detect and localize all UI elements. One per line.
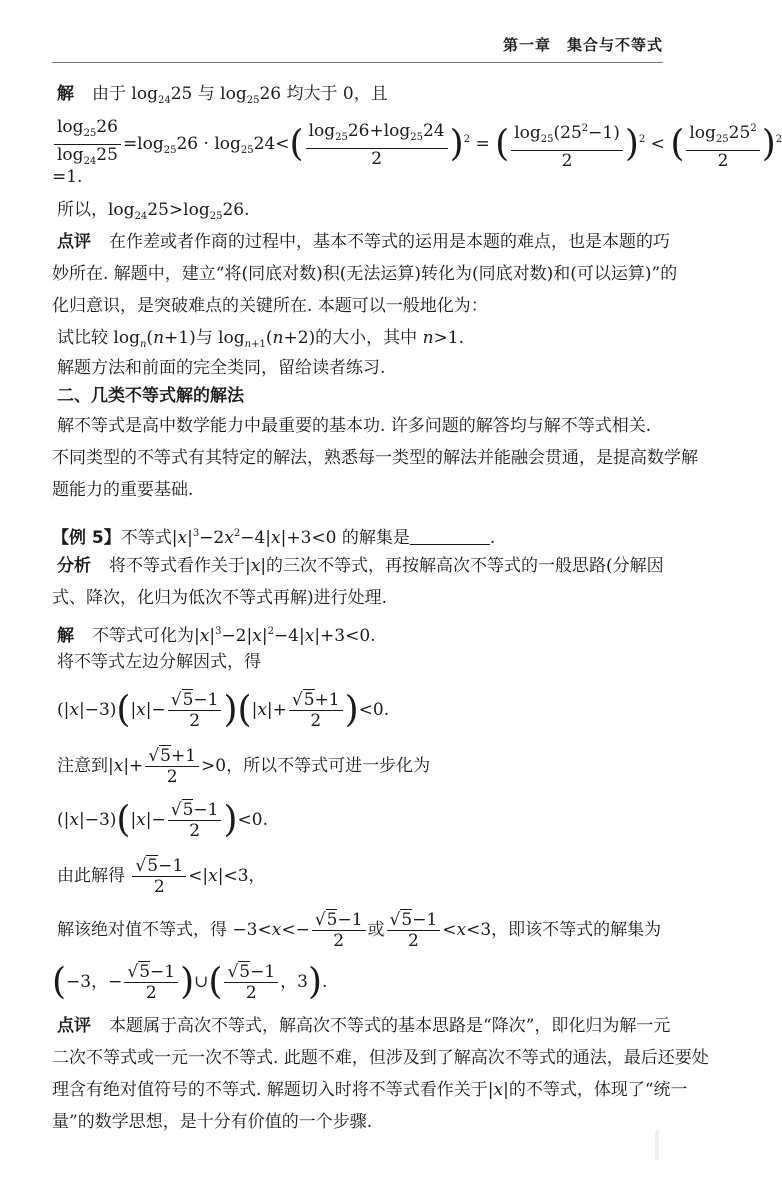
solution-2-eq-6: (−3，− $\frac{√5-1}{2}$ )∪( $\frac{√5-1}{2}$ ，3). xyxy=(52,961,328,1003)
solution-label: 解 xyxy=(57,84,74,104)
solution-1-conclusion: 所以，$\log_{24}25>\log_{25}26$. xyxy=(57,200,250,222)
comment-1-text: 在作差或者作商的过程中，基本不等式的运用是本题的难点，也是本题的巧 xyxy=(109,232,670,252)
comment-1-line-4: 试比较 $\log_n(n+1)$与 $\log_{n+1}(n+2)$的大小，其中 n>1. xyxy=(57,328,464,350)
solution-2-eq-5: 解该绝对值不等式，得 −3<x<− $\frac{√5-1}{2}$ 或 $\frac{√5-1}{2}$ <x<3，即该不等式的解集为 xyxy=(57,910,662,951)
solution-2-eq-2: 注意到|x|+ $\frac{√5+1}{2}$ >0，所以不等式可进一步化为 xyxy=(57,746,431,787)
example-5-text: 不等式$|x|^3-2x^2-4|x|+3<0$ 的解集是 xyxy=(120,528,410,548)
section-line-3: 题能力的重要基础. xyxy=(52,480,194,500)
comment-label: 点评 xyxy=(57,1016,91,1036)
comment-2-line-4: 量”的数学思想，是十分有价值的一个步骤. xyxy=(52,1112,373,1132)
analysis-line-1 xyxy=(57,554,664,578)
comment-1-line-1 xyxy=(57,230,670,254)
comment-2-line-2: 二次不等式或一元一次不等式. 此题不难，但涉及到了解高次不等式的通法，最后还要处 xyxy=(52,1048,709,1068)
solution-1-equation-end: =1. xyxy=(52,167,83,187)
analysis-label: 分析 xyxy=(57,556,91,576)
example-5: 【例 5】不等式$|x|^3-2x^2-4|x|+3<0$ 的解集是 . xyxy=(52,528,496,548)
comment-1-line-3: 化归意识，是突破难点的关键所在. 本题可以一般地化为： xyxy=(52,296,488,316)
solution-2-eq-1: (|x|−3)(|x|− $\frac{√5-1}{2}$ )(|x|+ $\frac{√5+1}{2}$ )<0. xyxy=(57,689,390,731)
analysis-line-2: 式、降次，化归为低次不等式再解)进行处理. xyxy=(52,588,388,608)
solution-2-eq-4: 由此解得 $\frac{√5-1}{2}$ <|x|<3， xyxy=(57,856,266,897)
comment-2-line-3: 理含有绝对值符号的不等式. 解题切入时将不等式看作关于|x|的不等式，体现了“统一 xyxy=(52,1080,688,1100)
chapter-header: 第一章 集合与不等式 xyxy=(502,36,663,54)
comment-label: 点评 xyxy=(57,232,91,252)
solution-1-intro xyxy=(57,82,388,113)
solution-2-line-1 xyxy=(57,620,376,648)
solution-2-line-2: 将不等式左边分解因式，得 xyxy=(57,652,261,672)
solution-label: 解 xyxy=(57,626,74,646)
section-title: 二、几类不等式解的解法 xyxy=(57,386,244,406)
solution-1-equation: $\frac{\log_{25}26}{\log_{24}25}$ $=\log_{25}26 \cdot \log_{25}24<$( $\frac{\log_{25}26+\log_{25}24}{2}$ )$^2$ = ( $\frac{\log_{25}(25^2-1)}{2}$ )$^2$ < ( $\frac{\log_{25}25^2}{2}$ )$^2$ xyxy=(52,117,782,172)
comment-2-text: 本题属于高次不等式，解高次不等式的基本思路是“降次”，即化归为解一元 xyxy=(109,1016,671,1036)
answer-blank xyxy=(410,528,490,545)
comment-1-line-5: 解题方法和前面的完全类同，留给读者练习. xyxy=(57,358,386,378)
scrollbar-thumb[interactable] xyxy=(655,1130,659,1160)
analysis-text: 将不等式看作关于|x|的三次不等式，再按解高次不等式的一般思路(分解因 xyxy=(109,556,664,576)
solution-2-eq-3: (|x|−3)(|x|− $\frac{√5-1}{2}$ )<0. xyxy=(57,799,268,841)
comment-2-line-1 xyxy=(57,1014,670,1038)
section-line-1: 解不等式是高中数学能力中最重要的基本功. 许多问题的解答均与解不等式相关. xyxy=(57,416,652,436)
example-label: 【例 5】 xyxy=(52,528,121,548)
solution-2-text: 不等式可化为$|x|^3-2|x|^2-4|x|+3<0$. xyxy=(92,626,376,646)
solution-1-text: 由于 $\log_{24}25$ 与 $\log_{25}26$ 均大于 0，且 xyxy=(92,84,388,106)
comment-1-line-2: 妙所在. 解题中，建立“将(同底对数)积(无法运算)转化为(同底对数)和(可以运算)”的 xyxy=(52,264,678,284)
section-line-2: 不同类型的不等式有其特定的解法，熟悉每一类型的解法并能融会贯通，是提高数学解 xyxy=(52,448,698,468)
header-divider xyxy=(52,62,663,63)
